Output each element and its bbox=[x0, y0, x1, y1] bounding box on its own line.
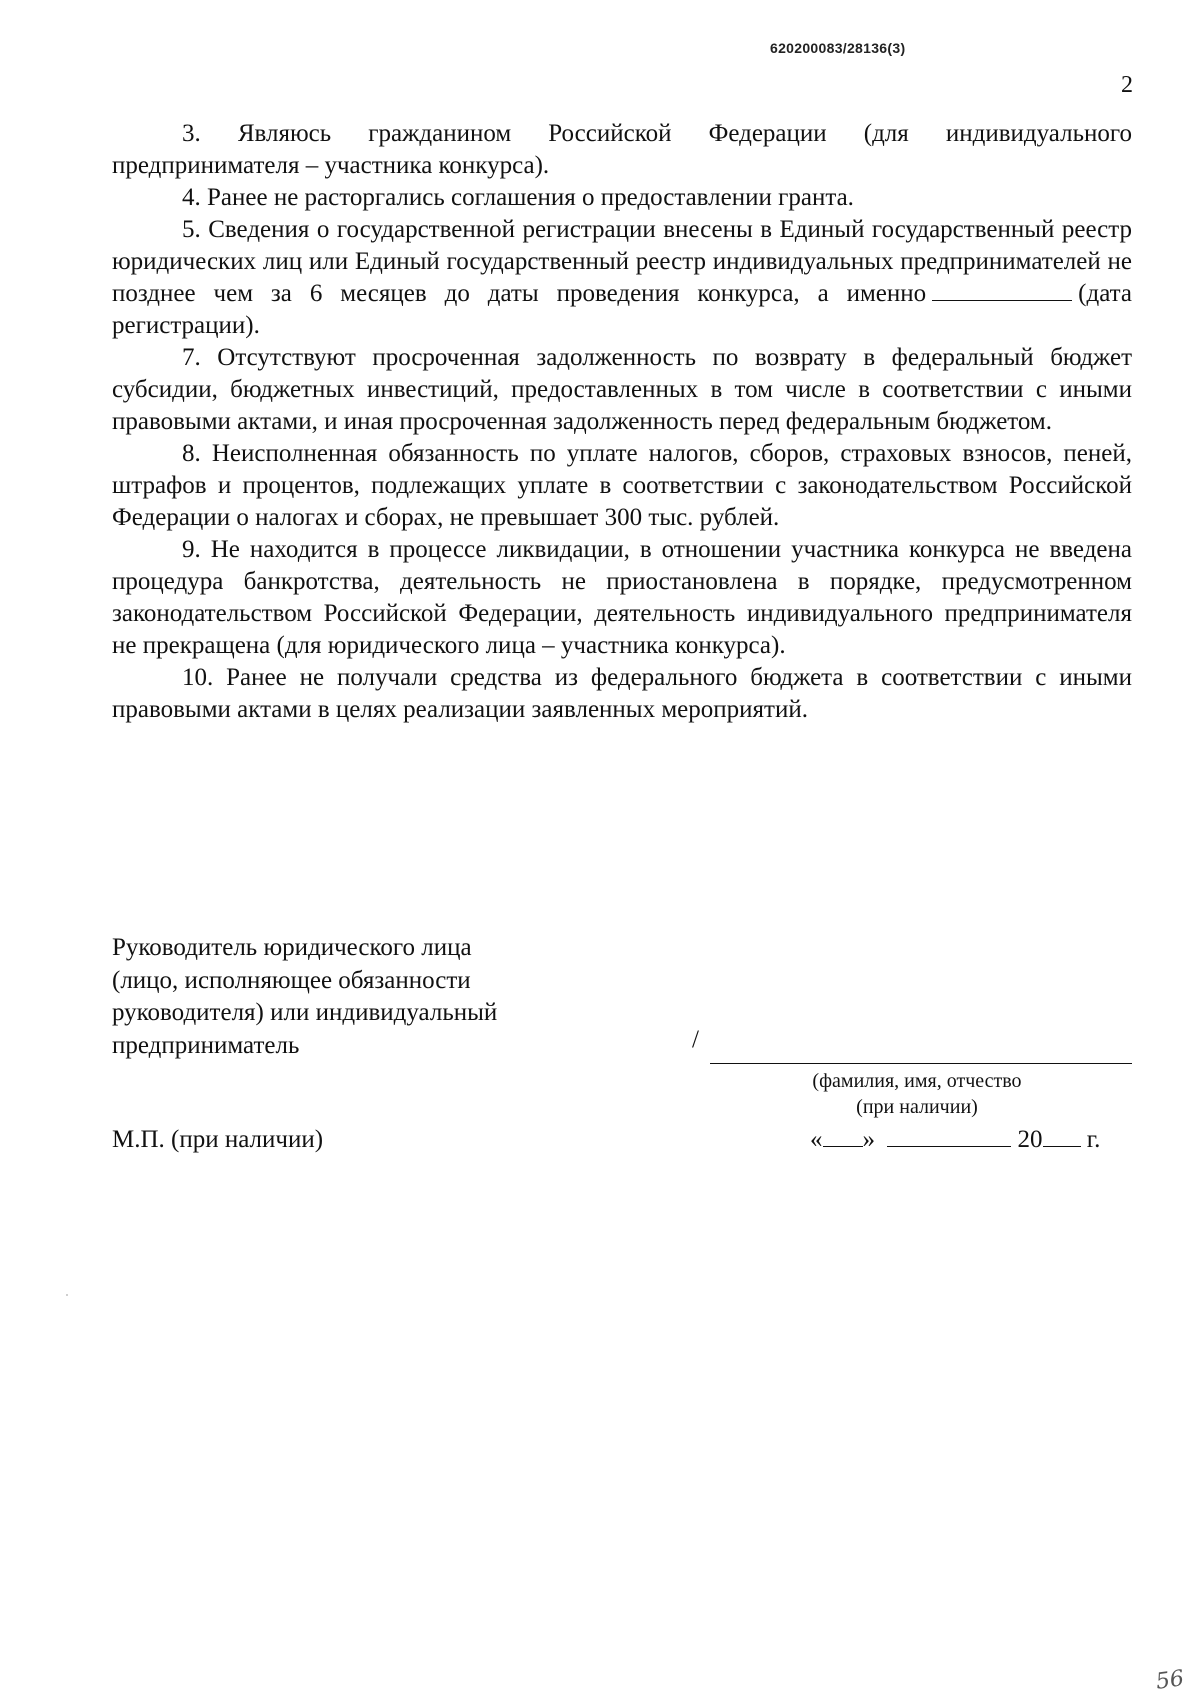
signature-line bbox=[692, 1026, 1132, 1064]
signature-underline bbox=[710, 1063, 1132, 1064]
signatory-title-line: (лицо, исполняющее обязанности bbox=[112, 966, 471, 994]
paragraph-number: 8. bbox=[182, 440, 201, 467]
paragraph-4 bbox=[112, 182, 1132, 214]
signature-block bbox=[112, 932, 1132, 1172]
paragraph-number: 5. bbox=[182, 216, 201, 243]
document-code: 620200083/28136(3) bbox=[770, 40, 906, 56]
document-body bbox=[112, 118, 1132, 726]
paragraph-5 bbox=[112, 214, 1132, 342]
signatory-title-line: Руководитель юридического лица bbox=[112, 934, 472, 961]
paragraph-text-after: (дата регистрации). bbox=[112, 280, 1132, 339]
signatory-title-line: руководителя) или индивидуальный bbox=[112, 999, 498, 1026]
signatory-title bbox=[112, 932, 612, 1062]
paragraph-text: Не находится в процессе ликвидации, в отношении участника конкурса не введена процедура банкротства, деятельность не приостановлена в порядке, предусмотренном законодательством Российской Федерации, деятельность индивидуального предпринимателя не прекращена (для юридического лица – участника конкурса). bbox=[112, 536, 1132, 659]
date-open-quote: « bbox=[810, 1126, 823, 1153]
name-caption-line: (фамилия, имя, отчество bbox=[812, 1070, 1022, 1092]
month-blank bbox=[887, 1145, 1011, 1147]
paragraph-7 bbox=[112, 342, 1132, 438]
paragraph-8 bbox=[112, 438, 1132, 534]
name-caption-line: (при наличии) bbox=[856, 1096, 978, 1118]
stamp-label: М.П. (при наличии) bbox=[112, 1126, 324, 1153]
day-blank bbox=[823, 1145, 863, 1147]
page-number: 2 bbox=[1121, 72, 1133, 98]
paragraph-number: 4. bbox=[182, 184, 201, 211]
paragraph-number: 7. bbox=[182, 344, 201, 371]
paragraph-text: Ранее не расторгались соглашения о предоставлении гранта. bbox=[207, 184, 854, 211]
paragraph-text: Являюсь гражданином Российской Федерации (для индивидуального предпринимателя – участника конкурса). bbox=[112, 120, 1132, 179]
name-caption bbox=[752, 1068, 1082, 1120]
scan-speck bbox=[66, 1294, 68, 1296]
paragraph-number: 3. bbox=[182, 120, 201, 147]
paragraph-text: Отсутствуют просроченная задолженность по возврату в федеральный бюджет субсидии, бюджетных инвестиций, предоставленных в том числе в соответствии с иными правовыми актами, и иная просроченная задолженность перед федеральным бюджетом. bbox=[112, 344, 1133, 435]
paragraph-text: Неисполненная обязанность по уплате налогов, сборов, страховых взносов, пеней, штрафов и процентов, подлежащих уплате в соответствии с законодательством Российской Федерации о налогах и сборах, не превышает 300 тыс. рублей. bbox=[112, 440, 1132, 531]
registration-date-blank bbox=[932, 280, 1072, 301]
paragraph-10 bbox=[112, 662, 1132, 726]
year-suffix: г. bbox=[1086, 1126, 1101, 1153]
paragraph-text: Сведения о государственной регистрации внесены в Единый государственный реестр юридических лиц или Единый государственный реестр индивидуальных предпринимателей не позднее чем за 6 месяцев до даты проведения конкурса, а именно bbox=[112, 216, 1132, 307]
handwritten-page-mark: 56 bbox=[1154, 1666, 1186, 1695]
year-prefix: 20 bbox=[1017, 1126, 1043, 1153]
paragraph-number: 9. bbox=[182, 536, 201, 563]
date-close-quote: » bbox=[862, 1126, 875, 1153]
paragraph-number: 10. bbox=[182, 664, 214, 691]
paragraph-text: Ранее не получали средства из федерального бюджета в соответствии с иными правовыми актами в целях реализации заявленных мероприятий. bbox=[112, 664, 1133, 723]
signatory-title-line: предприниматель bbox=[112, 1031, 300, 1059]
year-blank bbox=[1043, 1145, 1081, 1147]
paragraph-9 bbox=[112, 534, 1132, 662]
signature-slash: / bbox=[692, 1026, 699, 1053]
date-line bbox=[810, 1126, 1140, 1154]
paragraph-3 bbox=[112, 118, 1132, 182]
